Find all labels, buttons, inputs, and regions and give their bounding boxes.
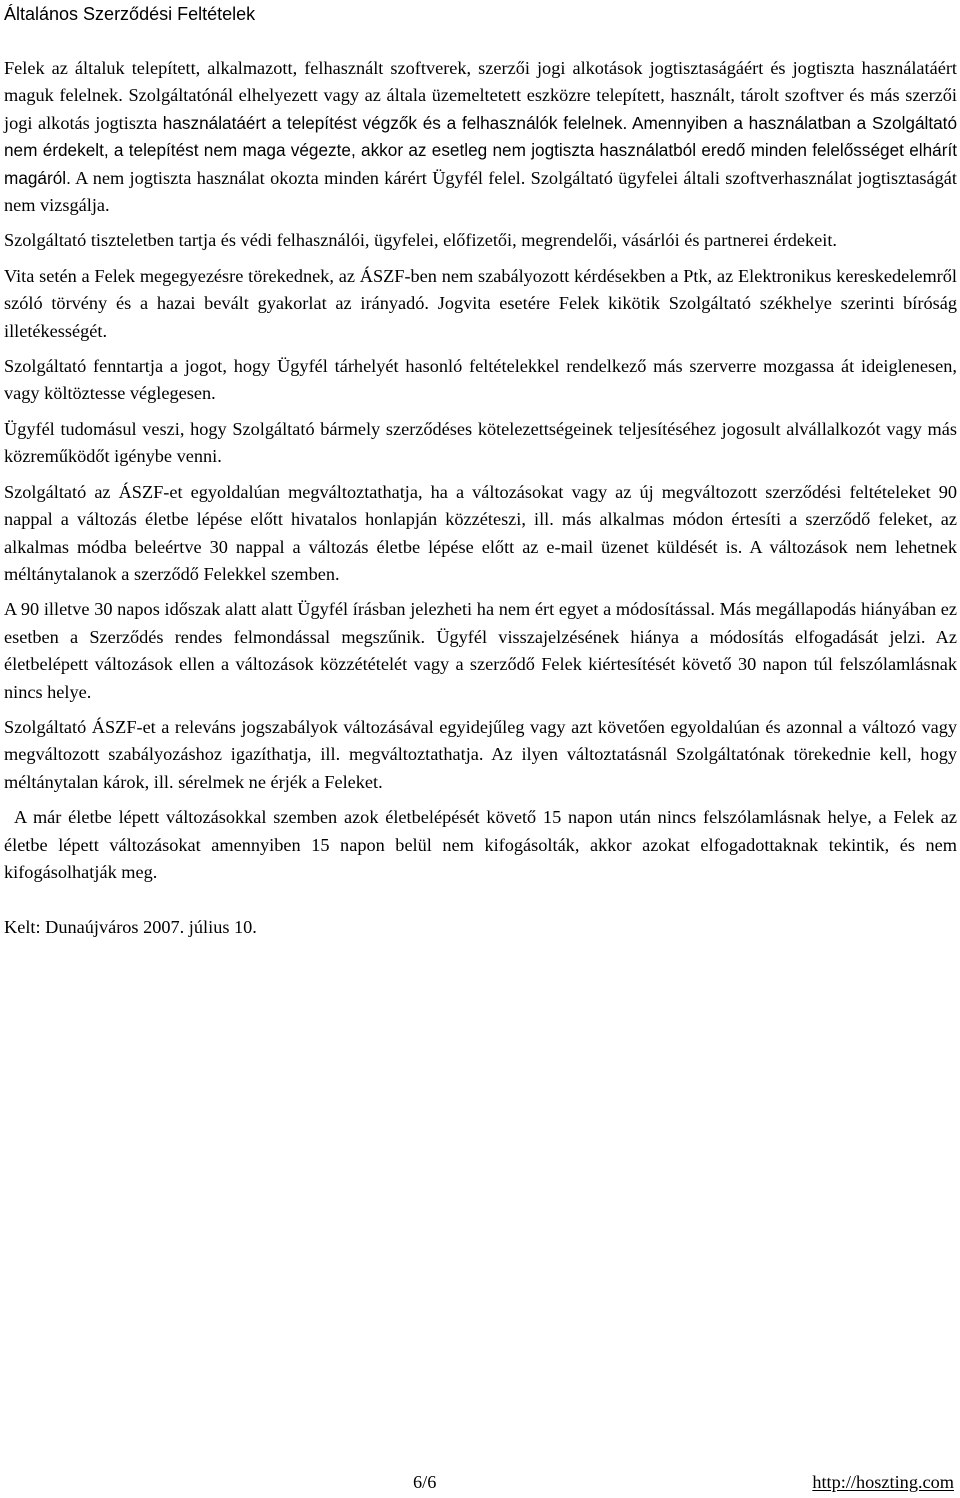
paragraph-text: A nem jogtiszta használat okozta minden kárért Ügyfél felel. Szolgáltató ügyfelei általi szoftverhasználat jogtisztaságát nem vizsgálja. bbox=[4, 167, 957, 216]
paragraph-text: Vita setén a Felek megegyezésre törekednek, az ÁSZF-ben nem szabályozott kérdésekben a Ptk, az Elektronikus kereskedelemről szóló törvény és a hazai bevált gyakorlat az irányadó. Jogvita esetére Felek kikötik Szolgáltató székhelye szerinti bíróság illetékességét. bbox=[4, 265, 957, 341]
paragraph-text: Felek az általuk telepített, alkalmazott, felhasznált szoftverek, szerzői jogi alkotások jogtisztaságáért és jogtiszta használatáért maguk felelnek. Szolgáltatónál elhelyezett vagy az általa üzemeltetett eszközre telepített, használt, tárolt szoftver és más szerzői jogi alkotás jogtiszta bbox=[4, 58, 957, 133]
footer-website-link[interactable]: http://hoszting.com bbox=[812, 1472, 954, 1492]
signature-date-line: Kelt: Dunaújváros 2007. július 10. bbox=[4, 917, 257, 938]
paragraph-dispute bbox=[4, 263, 957, 345]
paragraph-terms-modification bbox=[4, 479, 957, 589]
paragraph-text: Szolgáltató fenntartja a jogot, hogy Ügyfél tárhelyét hasonló feltételekkel rendelkező más szerverre mozgassa át ideiglenesen, vagy költöztesse véglegesen. bbox=[4, 356, 957, 404]
paragraph-server-migration bbox=[4, 353, 957, 408]
document-body bbox=[4, 55, 957, 950]
paragraph-text: Szolgáltató tiszteletben tartja és védi felhasználói, ügyfelei, előfizetői, megrendelői, vásárlói és partnerei érdekeit. bbox=[4, 230, 837, 251]
paragraph-text: Szolgáltató ÁSZF-et a releváns jogszabályok változásával egyidejűleg vagy azt követően egyoldalúan és azonnal a változó vagy megváltozott szabályozáshoz igazíthatja, ill. megváltoztathatja. Az ilyen változtatásnál Szolgáltatónak törekednie kell, hogy méltánytalan károk, ill. sérelmek ne érjék a Feleket. bbox=[4, 716, 957, 792]
page-number: 6/6 bbox=[413, 1472, 437, 1492]
paragraph-objection-period bbox=[4, 596, 957, 706]
paragraph-legal-changes bbox=[4, 714, 957, 796]
paragraph-software-liability bbox=[4, 55, 957, 219]
paragraph-client-interests bbox=[4, 227, 957, 254]
paragraph-text: A már életbe lépett változásokkal szemben azok életbelépését követő 15 napon után nincs felszólamlásnak helye, a Felek az életbe lépett változásokat amennyiben 15 napon belül nem kifogásolták, akkor azokat elfogadottaknak tekintik, és nem kifogásolhatják meg. bbox=[4, 807, 957, 882]
paragraph-subcontractor bbox=[4, 416, 957, 471]
paragraph-text: A 90 illetve 30 napos időszak alatt alatt Ügyfél írásban jelezheti ha nem ért egyet a módosítással. Más megállapodás hiányában ez esetben a Szerződés rendes felmondással megszűnik. Ügyfél visszajelzésének hiánya a módosítás elfogadását jelzi. Az életbelépett változások ellen a változások közzétételét vagy a szerződő Felek kiértesítését követő 30 napon túl felszólamlásnak nincs helye. bbox=[4, 599, 957, 702]
page-header-title: Általános Szerződési Feltételek bbox=[4, 4, 256, 24]
paragraph-text: Ügyfél tudomásul veszi, hogy Szolgáltató bármely szerződéses kötelezettségeinek teljesítéséhez jogosult alvállalkozót vagy más közreműködőt igénybe venni. bbox=[4, 418, 957, 467]
paragraph-text-sans: használatáért a telepítést végzők és a felhasználók felelnek. Amennyiben a használatban a Szolgáltató nem érdekelt, a telepítést nem maga végezte, akkor az esetleg nem jogtiszta használatból eredő minden felelősséget elhárít magáról. bbox=[4, 112, 958, 188]
paragraph-acceptance bbox=[4, 804, 957, 886]
paragraph-text: Szolgáltató az ÁSZF-et egyoldalúan megváltoztathatja, ha a változásokat vagy az új megváltozott szerződési feltételeket 90 nappal a változás életbe lépése előtt hivatalos honlapján közzéteszi, ill. más alkalmas módon értesíti a szerződő feleket, az alkalmas módba beleértve 30 nappal a változás életbe lépése előtt az e-mail üzenet küldését is. A változások nem lehetnek méltánytalanok a szerződő Felekkel szemben. bbox=[4, 481, 957, 584]
